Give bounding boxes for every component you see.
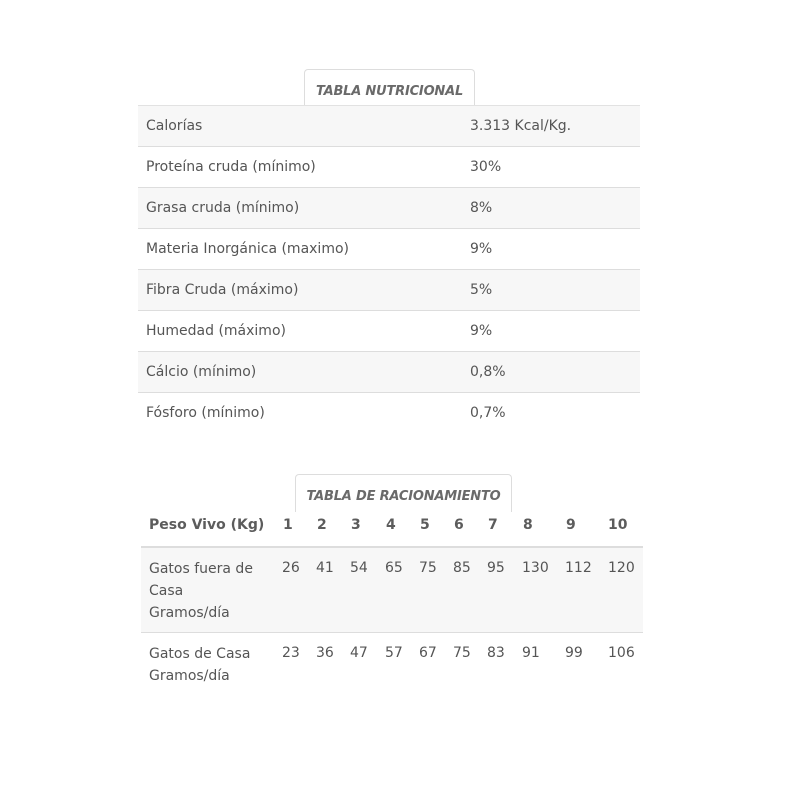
ration-row-outdoor-cats — [141, 548, 643, 633]
ration-header-cell: 5 — [420, 517, 430, 533]
nutrition-value: 0,8% — [470, 364, 506, 380]
ration-cell: 120 — [608, 560, 635, 576]
ration-cell: 54 — [350, 560, 368, 576]
nutrition-row-fat — [138, 188, 640, 229]
nutrition-value: 9% — [470, 241, 493, 257]
nutrition-label: Proteína cruda (mínimo) — [146, 159, 316, 175]
ration-header-cell: 10 — [608, 517, 628, 533]
ration-header-cell: 4 — [386, 517, 396, 533]
ration-table-tab: TABLA DE RACIONAMIENTO — [295, 474, 512, 512]
ration-row-label: Gatos de Casa Gramos/día — [149, 646, 251, 684]
ration-cell: 99 — [565, 645, 583, 661]
nutrition-label: Fibra Cruda (máximo) — [146, 282, 299, 298]
nutrition-label: Calorías — [146, 118, 203, 134]
ration-cell: 112 — [565, 560, 592, 576]
ration-cell: 85 — [453, 560, 471, 576]
nutrition-value: 5% — [470, 282, 493, 298]
ration-cell: 91 — [522, 645, 540, 661]
ration-cell: 47 — [350, 645, 368, 661]
ration-header-cell: 3 — [351, 517, 361, 533]
nutrition-row-calcium — [138, 352, 640, 393]
ration-cell: 65 — [385, 560, 403, 576]
nutrition-value: 9% — [470, 323, 493, 339]
nutrition-table-tab: TABLA NUTRICIONAL — [304, 69, 475, 105]
ration-cell: 23 — [282, 645, 300, 661]
ration-cell: 57 — [385, 645, 403, 661]
nutrition-value: 0,7% — [470, 405, 506, 421]
nutrition-row-moisture — [138, 311, 640, 352]
ration-cell: 95 — [487, 560, 505, 576]
nutrition-row-fiber — [138, 270, 640, 311]
ration-header-cell: 9 — [566, 517, 576, 533]
nutrition-value: 30% — [470, 159, 502, 175]
ration-cell: 75 — [419, 560, 437, 576]
ration-row-indoor-cats — [141, 633, 643, 695]
nutrition-row-phosphorus — [138, 393, 640, 433]
ration-header-cell: 1 — [283, 517, 293, 533]
ration-header-cell: 2 — [317, 517, 327, 533]
nutrition-row-protein — [138, 147, 640, 188]
nutrition-label: Fósforo (mínimo) — [146, 405, 265, 421]
nutrition-label: Materia Inorgánica (maximo) — [146, 241, 349, 257]
ration-cell: 41 — [316, 560, 334, 576]
ration-header-label: Peso Vivo (Kg) — [149, 517, 265, 533]
ration-header-cell: 8 — [523, 517, 533, 533]
ration-header-cell: 6 — [454, 517, 464, 533]
nutrition-row-inorganic — [138, 229, 640, 270]
ration-cell: 106 — [608, 645, 635, 661]
nutrition-row-calories — [138, 106, 640, 147]
nutrition-label: Humedad (máximo) — [146, 323, 286, 339]
ration-cell: 83 — [487, 645, 505, 661]
ration-cell: 67 — [419, 645, 437, 661]
ration-table — [141, 505, 643, 695]
ration-row-label: Gatos fuera de Casa Gramos/día — [149, 561, 253, 621]
nutrition-label: Grasa cruda (mínimo) — [146, 200, 300, 216]
ration-cell: 36 — [316, 645, 334, 661]
ration-header-cell: 7 — [488, 517, 498, 533]
ration-cell: 26 — [282, 560, 300, 576]
ration-cell: 75 — [453, 645, 471, 661]
nutrition-table — [138, 105, 640, 433]
nutrition-value: 3.313 Kcal/Kg. — [470, 118, 572, 134]
ration-cell: 130 — [522, 560, 549, 576]
nutrition-value: 8% — [470, 200, 493, 216]
nutrition-label: Cálcio (mínimo) — [146, 364, 257, 380]
